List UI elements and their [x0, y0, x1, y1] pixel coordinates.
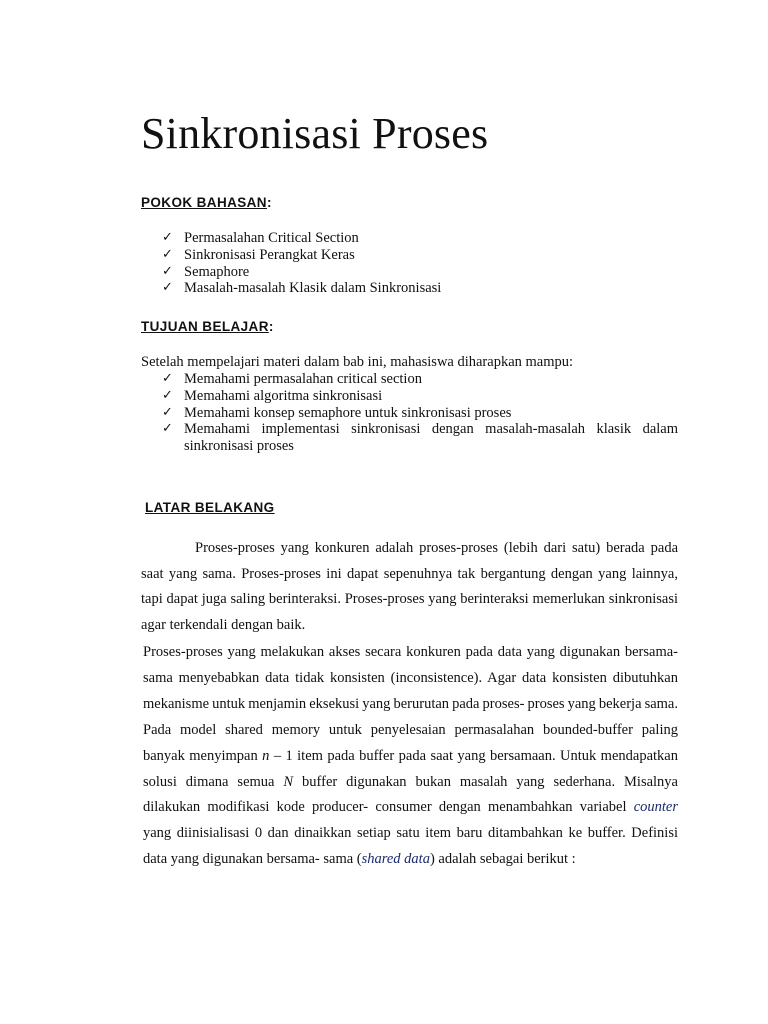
- tujuan-intro: Setelah mempelajari materi dalam bab ini, mahasiswa diharapkan mampu:: [141, 354, 574, 370]
- paragraph-line: tapi dapat juga saling berinteraksi. Proses-proses yang berinteraksi memerlukan sinkronisasi: [141, 591, 678, 607]
- list-item-line: Memahami implementasi sinkronisasi dengan masalah-masalah klasik dalam: [184, 421, 678, 438]
- heading-text: POKOK BAHASAN: [141, 195, 267, 210]
- list-item: [162, 371, 678, 388]
- list-item: [162, 280, 562, 297]
- paragraph-line: mekanisme untuk menjamin eksekusi yang berurutan pada proses- proses yang bekerja sama.: [143, 695, 678, 712]
- check-icon: ✓: [162, 246, 173, 262]
- list-item: [162, 405, 678, 422]
- list-item-line: sinkronisasi proses: [184, 438, 294, 455]
- list-item-text: Semaphore: [184, 263, 250, 280]
- paragraph-line: sama menyebabkan data tidak konsisten (inconsistence). Agar data konsisten dibutuhkan: [143, 669, 678, 686]
- heading-text: TUJUAN BELAJAR: [141, 319, 269, 334]
- text-run: banyak menyimpan: [143, 747, 263, 764]
- list-item-text: [184, 421, 678, 455]
- page-title: Sinkronisasi Proses: [141, 109, 489, 158]
- paragraph-line: [143, 847, 678, 873]
- list-item-text: Permasalahan Critical Section: [184, 230, 359, 246]
- paragraph-line: Proses-proses yang melakukan akses secara konkuren pada data yang digunakan bersama-: [143, 644, 678, 660]
- paragraph-1: [141, 536, 678, 638]
- paragraph-line: [143, 795, 678, 821]
- code-term-shared-data: shared data: [361, 851, 430, 868]
- math-variable-N: N: [283, 773, 294, 790]
- code-term-counter: counter: [633, 799, 678, 816]
- check-icon: ✓: [162, 230, 173, 245]
- check-icon: ✓: [162, 421, 173, 437]
- list-item: [162, 247, 562, 264]
- list-item-text: Memahami permasalahan critical section: [184, 371, 422, 387]
- check-icon: ✓: [162, 280, 173, 296]
- text-run: ) adalah sebagai berikut :: [429, 851, 576, 868]
- check-icon: ✓: [162, 387, 173, 403]
- text-run: solusi dimana semua: [143, 773, 284, 790]
- paragraph-line: [143, 744, 678, 770]
- list-item-text: Memahami algoritma sinkronisasi: [184, 387, 383, 404]
- list-item-text: Memahami konsep semaphore untuk sinkronisasi proses: [184, 404, 512, 421]
- list-item: [162, 388, 678, 405]
- section-heading-pokok-bahasan: [141, 194, 272, 212]
- heading-colon: :: [266, 195, 272, 210]
- paragraph-line: yang diinisialisasi 0 dan dinaikkan setiap satu item baru ditambahkan ke buffer. Definisi: [143, 825, 678, 842]
- check-icon: ✓: [162, 404, 173, 420]
- paragraph-line: Pada model shared memory untuk penyelesaian permasalahan bounded-buffer paling: [143, 721, 678, 738]
- list-item: [162, 421, 678, 455]
- check-icon: ✓: [162, 263, 173, 279]
- heading-colon: :: [268, 319, 274, 334]
- list-item-text: Masalah-masalah Klasik dalam Sinkronisasi: [184, 280, 442, 297]
- paragraph-line: saat yang sama. Proses-proses ini dapat sepenuhnya tak bergantung dengan yang lainnya,: [141, 565, 678, 582]
- paragraph-line: agar terkendali dengan baik.: [141, 616, 306, 633]
- check-icon: ✓: [162, 371, 173, 386]
- text-run: dilakukan modifikasi kode producer- consumer dengan menambahkan variabel: [143, 799, 634, 816]
- paragraph-line: [143, 770, 678, 796]
- pokok-bahasan-list: [162, 230, 562, 297]
- math-variable-n: n: [262, 747, 270, 764]
- paragraph-line: Proses-proses yang konkuren adalah proses-proses (lebih dari satu) berada pada: [195, 540, 678, 556]
- text-run: data yang digunakan bersama- sama (: [143, 851, 362, 868]
- text-run: buffer digunakan bukan masalah yang sederhana. Misalnya: [293, 773, 678, 790]
- list-item: [162, 264, 562, 281]
- section-heading-latar-belakang: LATAR BELAKANG: [145, 500, 275, 515]
- list-item-text: Sinkronisasi Perangkat Keras: [184, 246, 355, 263]
- section-heading-tujuan-belajar: [141, 318, 274, 336]
- paragraph-2: [143, 640, 678, 873]
- tujuan-belajar-list: [162, 371, 678, 455]
- list-item: [162, 230, 562, 247]
- text-run: – 1 item pada buffer pada saat yang bersamaan. Untuk mendapatkan: [269, 747, 678, 764]
